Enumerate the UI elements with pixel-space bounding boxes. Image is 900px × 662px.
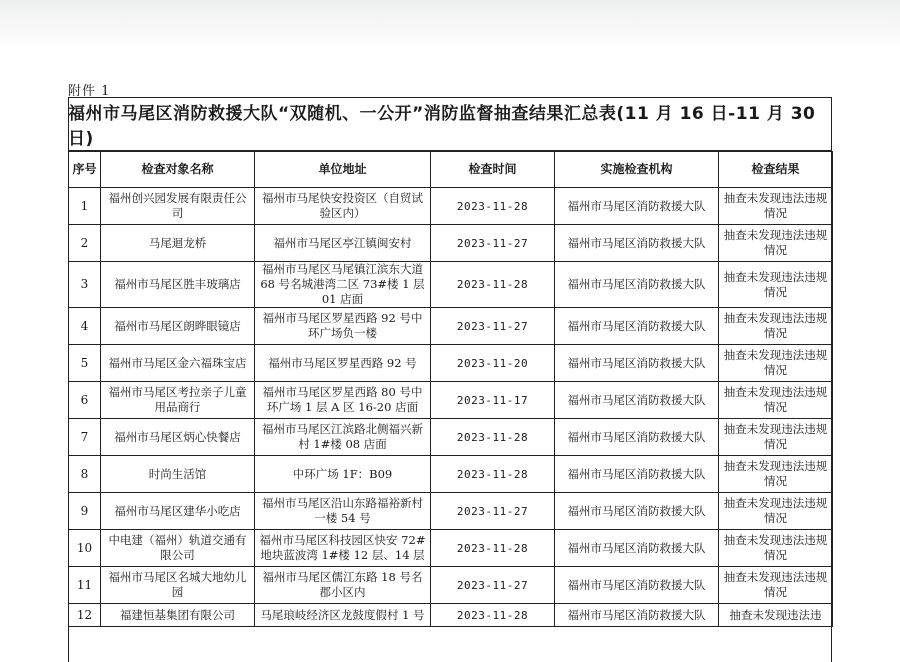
cell-name: 福州市马尾区考拉亲子儿童用品商行 — [101, 382, 255, 419]
cell-agency: 福州市马尾区消防救援大队 — [555, 188, 719, 225]
cell-agency: 福州市马尾区消防救援大队 — [555, 382, 719, 419]
table-row — [69, 308, 833, 345]
cell-result: 抽查未发现违法违规情况 — [719, 419, 833, 456]
cell-name: 福州市马尾区炳心快餐店 — [101, 419, 255, 456]
cell-result: 抽查未发现违法违 — [719, 604, 833, 627]
results-table — [68, 151, 833, 627]
cell-address: 福州市马尾区亭江镇闽安村 — [255, 225, 431, 262]
cell-date: 2023-11-27 — [431, 225, 555, 262]
table-row — [69, 530, 833, 567]
cell-seq: 11 — [69, 567, 101, 604]
cell-date: 2023-11-27 — [431, 493, 555, 530]
cell-result: 抽查未发现违法违规情况 — [719, 493, 833, 530]
cell-date: 2023-11-20 — [431, 345, 555, 382]
cell-name: 福州市马尾区名城大地幼儿园 — [101, 567, 255, 604]
cell-agency: 福州市马尾区消防救援大队 — [555, 419, 719, 456]
cell-agency: 福州市马尾区消防救援大队 — [555, 493, 719, 530]
header-result: 检查结果 — [719, 152, 833, 188]
cell-address: 福州市马尾区江滨路北侧福兴新村 1#楼 08 店面 — [255, 419, 431, 456]
cell-agency: 福州市马尾区消防救援大队 — [555, 308, 719, 345]
cell-date: 2023-11-28 — [431, 456, 555, 493]
cell-agency: 福州市马尾区消防救援大队 — [555, 456, 719, 493]
attachment-label: 附件 1 — [68, 84, 111, 99]
cell-agency: 福州市马尾区消防救援大队 — [555, 530, 719, 567]
table-row — [69, 188, 833, 225]
cell-address: 福州市马尾区沿山东路福裕新村一楼 54 号 — [255, 493, 431, 530]
cell-name: 马尾迴龙桥 — [101, 225, 255, 262]
cell-seq: 12 — [69, 604, 101, 627]
cell-agency: 福州市马尾区消防救援大队 — [555, 567, 719, 604]
cell-seq: 7 — [69, 419, 101, 456]
cell-result: 抽查未发现违法违规情况 — [719, 188, 833, 225]
cell-seq: 8 — [69, 456, 101, 493]
header-address: 单位地址 — [255, 152, 431, 188]
cell-date: 2023-11-27 — [431, 567, 555, 604]
table-row — [69, 225, 833, 262]
table-row — [69, 419, 833, 456]
cell-date: 2023-11-28 — [431, 604, 555, 627]
cell-name: 中电建（福州）轨道交通有限公司 — [101, 530, 255, 567]
table-row — [69, 262, 833, 308]
header-date: 检查时间 — [431, 152, 555, 188]
cell-address: 福州市马尾区马尾镇江滨东大道 68 号名城港湾二区 73#楼 1 层 01 店面 — [255, 262, 431, 308]
cell-address: 福州市马尾快安投资区（自贸试验区内） — [255, 188, 431, 225]
cell-result: 抽查未发现违法违规情况 — [719, 225, 833, 262]
cell-address: 马尾琅岐经济区龙鼓度假村 1 号 — [255, 604, 431, 627]
table-row — [69, 493, 833, 530]
header-agency: 实施检查机构 — [555, 152, 719, 188]
table-body — [69, 188, 833, 627]
cell-date: 2023-11-28 — [431, 262, 555, 308]
cell-seq: 2 — [69, 225, 101, 262]
table-row — [69, 567, 833, 604]
cell-name: 福州市马尾区胜丰玻璃店 — [101, 262, 255, 308]
header-name: 检查对象名称 — [101, 152, 255, 188]
cell-seq: 9 — [69, 493, 101, 530]
cell-date: 2023-11-28 — [431, 419, 555, 456]
cell-address: 福州市马尾区儒江东路 18 号名郡小区内 — [255, 567, 431, 604]
cell-seq: 4 — [69, 308, 101, 345]
cell-address: 中环广场 1F：B09 — [255, 456, 431, 493]
document-title: 福州市马尾区消防救援大队“双随机、一公开”消防监督抽查结果汇总表(11 月 16 日-11 月 30 日) — [68, 97, 832, 151]
cell-seq: 10 — [69, 530, 101, 567]
cell-date: 2023-11-17 — [431, 382, 555, 419]
cell-result: 抽查未发现违法违规情况 — [719, 308, 833, 345]
cell-address: 福州市马尾区罗星西路 92 号 — [255, 345, 431, 382]
header-seq: 序号 — [69, 152, 101, 188]
cell-result: 抽查未发现违法违规情况 — [719, 345, 833, 382]
cell-date: 2023-11-27 — [431, 308, 555, 345]
cell-result: 抽查未发现违法违规情况 — [719, 262, 833, 308]
cell-seq: 3 — [69, 262, 101, 308]
cell-name: 福建恒基集团有限公司 — [101, 604, 255, 627]
cell-name: 福州市马尾区朗晔眼镜店 — [101, 308, 255, 345]
cell-name: 福州市马尾区建华小吃店 — [101, 493, 255, 530]
table-row — [69, 345, 833, 382]
cell-agency: 福州市马尾区消防救援大队 — [555, 604, 719, 627]
table-row — [69, 456, 833, 493]
cell-seq: 5 — [69, 345, 101, 382]
table-row — [69, 604, 833, 627]
cell-address: 福州市马尾区罗星西路 92 号中环广场负一楼 — [255, 308, 431, 345]
cell-agency: 福州市马尾区消防救援大队 — [555, 345, 719, 382]
cell-date: 2023-11-28 — [431, 188, 555, 225]
cell-address: 福州市马尾区罗星西路 80 号中环广场 1 层 A 区 16-20 店面 — [255, 382, 431, 419]
cell-result: 抽查未发现违法违规情况 — [719, 567, 833, 604]
cell-result: 抽查未发现违法违规情况 — [719, 456, 833, 493]
cell-seq: 1 — [69, 188, 101, 225]
cell-agency: 福州市马尾区消防救援大队 — [555, 262, 719, 308]
cell-seq: 6 — [69, 382, 101, 419]
cell-address: 福州市马尾区科技园区快安 72#地块蓝波湾 1#楼 12 层、14 层 — [255, 530, 431, 567]
header-row — [69, 152, 833, 188]
cell-name: 福州创兴园发展有限责任公司 — [101, 188, 255, 225]
cell-name: 时尚生活馆 — [101, 456, 255, 493]
cell-result: 抽查未发现违法违规情况 — [719, 530, 833, 567]
cell-result: 抽查未发现违法违规情况 — [719, 382, 833, 419]
cell-name: 福州市马尾区金六福珠宝店 — [101, 345, 255, 382]
cell-date: 2023-11-28 — [431, 530, 555, 567]
table-row — [69, 382, 833, 419]
cell-agency: 福州市马尾区消防救援大队 — [555, 225, 719, 262]
